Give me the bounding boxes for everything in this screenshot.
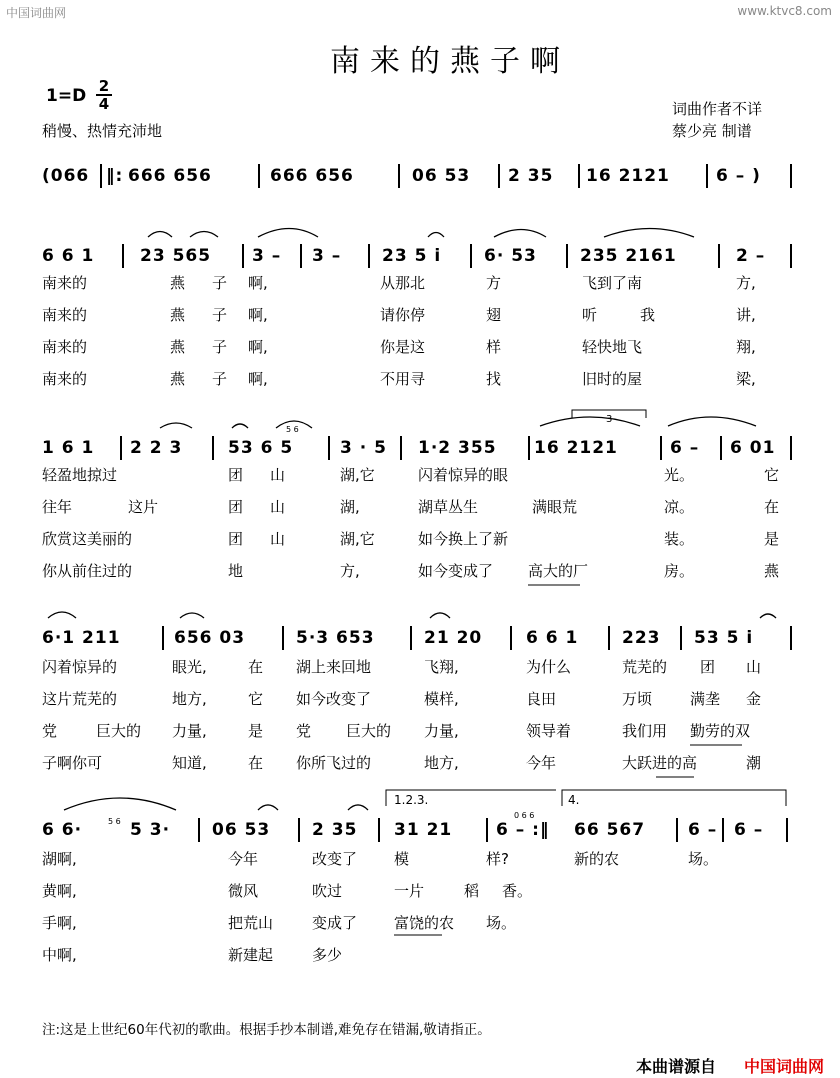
lyric-word: 场。 — [486, 914, 517, 932]
lyric-word: 子啊你可 — [42, 754, 103, 772]
lyric-word: 样? — [486, 850, 509, 868]
lyric-word: 场。 — [688, 850, 719, 868]
lyric-word: 轻快地飞 — [582, 338, 643, 356]
lyric-word: 飞到了南 — [582, 274, 643, 292]
lyric-word: 光。 — [664, 466, 695, 484]
lyric-word: 这片荒芜的 — [42, 690, 118, 708]
lyric-word: 南来的 — [42, 306, 88, 324]
measure-notes: 6 – :‖ — [496, 820, 550, 840]
lyric-word: 眼光, — [172, 658, 207, 676]
lyric-word: 地方, — [424, 754, 459, 772]
lyric-word: 今年 — [526, 754, 557, 772]
measure-notes: 16 2121 — [586, 166, 670, 186]
lyric-word: 房。 — [664, 562, 695, 580]
lyric-word: 万顷 — [622, 690, 653, 708]
measure-notes: 23 565 — [140, 246, 212, 266]
lyric-word: 啊, — [248, 274, 268, 292]
key-signature: 1=D — [46, 86, 87, 106]
measure-notes: 6 – — [670, 438, 700, 458]
measure-notes: (066 — [42, 166, 90, 186]
slur — [180, 613, 204, 618]
grace-note: 5 6 — [108, 817, 121, 826]
lyric-word: 往年 — [42, 498, 73, 516]
lyric-word: 它 — [764, 466, 780, 484]
measure-notes: 6 – ) — [716, 166, 761, 186]
slur — [48, 612, 76, 618]
slur — [494, 230, 546, 238]
slur — [148, 232, 172, 238]
measure-notes: 666 656 — [270, 166, 354, 186]
lyric-word: 燕 — [170, 370, 186, 388]
measure-notes: 6 01 — [730, 438, 776, 458]
lyric-word: 新建起 — [228, 946, 274, 964]
measure-notes: 666 656 — [128, 166, 212, 186]
slur — [430, 613, 450, 618]
lyric-word: 这片 — [128, 498, 159, 516]
lyric-word: 团 — [228, 530, 244, 548]
lyric-word: 是 — [764, 530, 780, 548]
slur — [428, 233, 444, 238]
source-site[interactable]: 中国词曲网 — [744, 1057, 825, 1076]
measure-notes: 21 20 — [424, 628, 483, 648]
ending-bracket-2 — [562, 790, 786, 806]
measure-notes: 6 – — [688, 820, 718, 840]
source-label: 本曲谱源自 — [636, 1057, 717, 1076]
lyric-word: 飞翔, — [424, 658, 459, 676]
ending-1-label: 1.2.3. — [394, 793, 429, 807]
lyric-word: 稻 — [464, 882, 480, 900]
measure-notes: 66 567 — [574, 820, 646, 840]
lyric-word: 子 — [212, 274, 228, 292]
lyric-word: 巨大的 — [346, 722, 392, 740]
measure-notes: 2 35 — [508, 166, 554, 186]
lyric-word: 燕 — [170, 274, 186, 292]
slur — [64, 798, 176, 810]
lyric-word: 子 — [212, 338, 228, 356]
measure-notes: 5 3· — [130, 820, 171, 840]
lyric-word: 子 — [212, 370, 228, 388]
measure-notes: 06 53 — [212, 820, 271, 840]
measure-notes: 2 35 — [312, 820, 358, 840]
lyric-word: 地 — [228, 562, 244, 580]
measure-notes: 6 6 1 — [42, 246, 95, 266]
lyric-word: 中啊, — [42, 946, 77, 964]
lyric-word: 听 — [582, 306, 598, 324]
lyric-word: 黄啊, — [42, 882, 77, 900]
lyric-word: 你从前住过的 — [42, 562, 133, 580]
slur — [604, 229, 694, 238]
lyric-word: 湖,它 — [340, 530, 375, 548]
lyric-word: 你是这 — [380, 338, 426, 356]
lyric-word: 高大的厂 — [528, 562, 589, 580]
lyric-word: 多少 — [312, 946, 343, 964]
lyric-word: 模样, — [424, 690, 459, 708]
lyric-word: 山 — [270, 498, 286, 516]
lyric-word: 满眼荒 — [532, 498, 578, 516]
lyric-word: 荒芜的 — [622, 658, 668, 676]
watermark-right: www.ktvc8.com — [737, 4, 832, 18]
lyric-underlines — [394, 585, 742, 935]
lyric-word: 方 — [486, 274, 502, 292]
lyric-word: 力量, — [424, 722, 459, 740]
slur — [760, 614, 776, 618]
lyric-word: 南来的 — [42, 274, 88, 292]
measure-notes: 3 – — [312, 246, 342, 266]
measure-notes: 223 — [622, 628, 661, 648]
tempo-marking: 稍慢、热情充沛地 — [42, 122, 163, 140]
lyric-word: 欣赏这美丽的 — [42, 530, 133, 548]
lyric-word: 啊, — [248, 306, 268, 324]
lyric-word: 改变了 — [312, 850, 358, 868]
slur — [258, 229, 318, 238]
lyric-word: 装。 — [664, 530, 695, 548]
grace-note: 0 6 6 — [514, 811, 535, 820]
lyric-word: 旧时的屋 — [582, 370, 643, 388]
credit-arranger: 蔡少亮 制谱 — [672, 122, 752, 140]
lyric-word: 燕 — [764, 562, 780, 580]
lyric-word: 湖,它 — [340, 466, 375, 484]
measure-notes: 31 21 — [394, 820, 453, 840]
lyric-word: 今年 — [228, 850, 259, 868]
lyric-word: 你所飞过的 — [296, 754, 372, 772]
lyric-word: 方, — [736, 274, 756, 292]
measure-notes: 1 6 1 — [42, 438, 95, 458]
measure-notes: 3 – — [252, 246, 282, 266]
lyric-word: 山 — [270, 530, 286, 548]
lyric-word: 翔, — [736, 338, 756, 356]
lyric-word: 南来的 — [42, 338, 88, 356]
lyric-word: 梁, — [736, 370, 756, 388]
lyric-word: 啊, — [248, 338, 268, 356]
lyric-word: 山 — [270, 466, 286, 484]
slur — [160, 423, 192, 428]
slur — [232, 424, 248, 428]
lyric-word: 样 — [486, 338, 502, 356]
lyric-word: 闪着惊异的 — [42, 658, 118, 676]
lyric-word: 如今换上了新 — [418, 530, 509, 548]
measure-notes: 6· 53 — [484, 246, 537, 266]
measure-notes: 6·1 211 — [42, 628, 121, 648]
lyric-word: 请你停 — [380, 306, 426, 324]
lyric-word: 模 — [394, 850, 410, 868]
lyric-word: 闪着惊异的眼 — [418, 466, 509, 484]
lyric-word: 在 — [248, 754, 264, 772]
lyric-word: 如今改变了 — [296, 690, 372, 708]
lyric-word: 知道, — [172, 754, 207, 772]
lyric-word: 在 — [764, 498, 780, 516]
lyric-word: 金 — [746, 690, 762, 708]
measure-notes: 656 03 — [174, 628, 246, 648]
lyric-word: 在 — [248, 658, 264, 676]
measure-notes: 6 6 1 — [526, 628, 579, 648]
lyric-word: 啊, — [248, 370, 268, 388]
measure-notes: 6 – — [734, 820, 764, 840]
grace-note: 5 6 — [286, 425, 299, 434]
slurs — [48, 229, 776, 811]
slur — [258, 805, 278, 810]
lyric-word: 它 — [248, 690, 264, 708]
triplet-number: 3 — [606, 414, 613, 425]
lyric-word: 力量, — [172, 722, 207, 740]
lyric-word: 山 — [746, 658, 762, 676]
lyric-word: 大跃进的高 — [622, 754, 698, 772]
lyric-word: 翅 — [486, 306, 502, 324]
lyric-word: 南来的 — [42, 370, 88, 388]
lyric-word: 变成了 — [312, 914, 358, 932]
lyric-word: 党 — [42, 722, 58, 740]
slur — [540, 417, 640, 426]
lyric-word: 找 — [486, 370, 502, 388]
lyric-word: 我 — [640, 306, 656, 324]
lyric-word: 湖啊, — [42, 850, 77, 868]
lyric-word: 领导着 — [526, 722, 572, 740]
lyric-word: 湖草丛生 — [418, 498, 479, 516]
watermark-left: 中国词曲网 — [6, 6, 67, 20]
measure-notes: 53 5 i — [694, 628, 754, 648]
lyric-word: 勤劳的双 — [690, 722, 751, 740]
lyric-word: 团 — [228, 466, 244, 484]
lyric-word: 良田 — [526, 690, 557, 708]
credit-author: 词曲作者不详 — [672, 100, 763, 118]
lyric-word: 不用寻 — [380, 370, 426, 388]
lyric-word: 满垄 — [690, 690, 721, 708]
lyric-word: 湖上来回地 — [296, 658, 372, 676]
lyric-word: 是 — [248, 722, 264, 740]
lyric-word: 把荒山 — [228, 914, 274, 932]
lyric-word: 如今变成了 — [418, 562, 494, 580]
measure-notes: ‖: — [106, 166, 124, 186]
measure-notes: 235 2161 — [580, 246, 677, 266]
lyric-word: 从那北 — [380, 274, 426, 292]
measure-notes: 1·2 355 — [418, 438, 497, 458]
lyric-word: 燕 — [170, 306, 186, 324]
footnote: 注:这是上世纪60年代初的歌曲。根据手抄本制谱,难免存在错漏,敬请指正。 — [42, 1022, 491, 1038]
lyric-word: 湖, — [340, 498, 360, 516]
lyric-word: 凉。 — [664, 498, 695, 516]
lyric-word: 潮 — [746, 754, 762, 772]
measure-notes: 2 – — [736, 246, 766, 266]
time-sig-top: 2 — [98, 77, 110, 95]
slur — [190, 232, 218, 238]
lyric-word: 轻盈地掠过 — [42, 466, 118, 484]
lyric-word: 地方, — [172, 690, 207, 708]
lyric-word: 方, — [340, 562, 360, 580]
lyric-word: 微风 — [228, 882, 259, 900]
lyric-word: 为什么 — [526, 658, 572, 676]
lyric-word: 巨大的 — [96, 722, 142, 740]
measure-notes: 6 6· — [42, 820, 83, 840]
lyric-word: 燕 — [170, 338, 186, 356]
measure-notes: 16 2121 — [534, 438, 618, 458]
slur — [668, 417, 756, 426]
measure-notes: 2 2 3 — [130, 438, 183, 458]
lyric-word: 富饶的农 — [394, 914, 455, 932]
song-title: 南来的燕子啊 — [330, 44, 570, 79]
lyric-word: 一片 — [394, 882, 425, 900]
lyric-word: 吹过 — [312, 882, 343, 900]
lyric-word: 子 — [212, 306, 228, 324]
measure-notes: 5·3 653 — [296, 628, 375, 648]
ending-2-label: 4. — [568, 793, 580, 807]
time-sig-bottom: 4 — [96, 94, 112, 112]
measure-notes: 06 53 — [412, 166, 471, 186]
measure-notes: 23 5 i — [382, 246, 442, 266]
lyric-word: 讲, — [736, 306, 756, 324]
lyric-word: 手啊, — [42, 914, 77, 932]
slur — [348, 805, 368, 810]
lyric-word: 我们用 — [622, 722, 668, 740]
measure-notes: 53 6 5 — [228, 438, 294, 458]
lyric-word: 新的农 — [574, 850, 620, 868]
lyric-word: 团 — [228, 498, 244, 516]
lyric-word: 党 — [296, 722, 312, 740]
lyric-word: 香。 — [502, 882, 533, 900]
measure-notes: 3 · 5 — [340, 438, 387, 458]
lyric-word: 团 — [700, 658, 716, 676]
